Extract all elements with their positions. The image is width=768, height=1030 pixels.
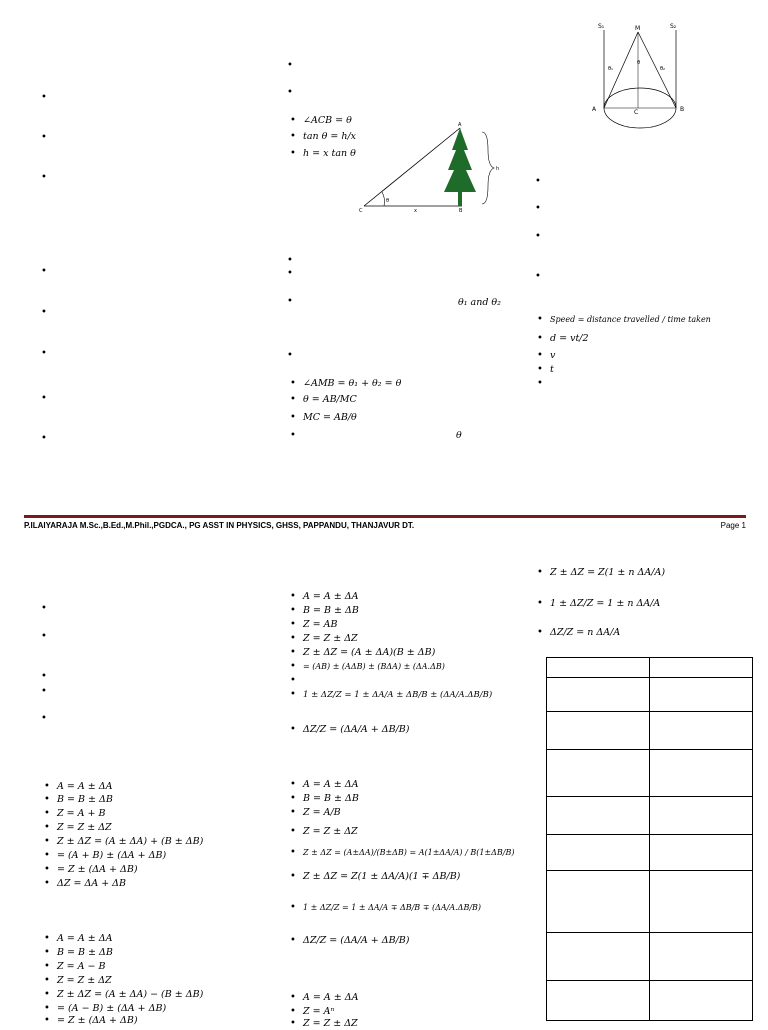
footer-rule: [24, 515, 746, 518]
sum-line: • = (A + B) ± (ΔA + ΔB): [57, 850, 166, 862]
product-line: • 1 ± ΔZ/Z = 1 ± ΔA/A ± ΔB/B ± (ΔA/A.ΔB/B): [303, 689, 492, 701]
tree-triangle-figure: [356, 120, 506, 216]
label-x: x: [414, 208, 417, 214]
difference-line: • = (A − B) ± (ΔA + ΔB): [57, 1003, 166, 1015]
label-c: C: [359, 208, 363, 214]
difference-line: • = Z ± (ΔA + ΔB): [57, 1015, 138, 1027]
power-line-1: • Z ± ΔZ = Z(1 ± n ΔA/A): [550, 567, 665, 579]
quotient-line: • Z ± ΔZ = Z(1 ± ΔA/A)(1 ∓ ΔB/B): [303, 871, 460, 883]
svg-text:S₂: S₂: [670, 23, 677, 30]
triangle-line-1: • ∠ACB = θ: [303, 115, 352, 127]
power-start-line: • Z = Aⁿ: [303, 1006, 334, 1018]
parallax-figure: [590, 20, 690, 135]
difference-line: • A = A ± ΔA: [57, 933, 112, 945]
svg-text:M: M: [635, 25, 641, 32]
parallax-line-1: • ∠AMB = θ₁ + θ₂ = θ: [303, 378, 401, 390]
sum-line: • ΔZ = ΔA + ΔB: [57, 878, 126, 890]
svg-text:θ: θ: [637, 60, 641, 66]
sum-line: • A = A ± ΔA: [57, 781, 112, 793]
parallax-line-3: • MC = AB/θ: [303, 412, 357, 424]
quotient-line: • B = B ± ΔB: [303, 793, 359, 805]
product-line: • ΔZ/Z = (ΔA/A + ΔB/B): [303, 724, 409, 736]
sum-line: • = Z ± (ΔA + ΔB): [57, 864, 138, 876]
svg-text:B: B: [680, 106, 685, 113]
label-b: B: [459, 208, 463, 214]
quotient-line: • Z ± ΔZ = (A±ΔA)/(B±ΔB) = A(1±ΔA/A) / B(1±ΔB/B): [303, 847, 514, 859]
power-start-line: • Z = Z ± ΔZ: [303, 1018, 358, 1030]
svg-text:θ₁: θ₁: [608, 66, 614, 72]
difference-line: • Z = A − B: [57, 961, 105, 973]
speed-line-1: • Speed = distance travelled / time taken: [550, 314, 711, 326]
sum-line: • Z = Z ± ΔZ: [57, 822, 112, 834]
quotient-line: • 1 ± ΔZ/Z = 1 ± ΔA/A ∓ ΔB/B ∓ (ΔA/A.ΔB/B): [303, 902, 481, 914]
sum-line: • B = B ± ΔB: [57, 794, 113, 806]
product-line: • Z = AB: [303, 619, 337, 631]
footer-page-number: Page 1: [720, 521, 746, 530]
label-h: h: [496, 166, 500, 172]
parallax-line-2: • θ = AB/MC: [303, 394, 357, 406]
label-theta: θ: [386, 198, 390, 204]
speed-line-4: • t: [550, 364, 554, 376]
svg-text:θ₂: θ₂: [660, 66, 666, 72]
speed-line-3: • v: [550, 350, 555, 362]
difference-line: • Z ± ΔZ = (A ± ΔA) − (B ± ΔB): [57, 989, 203, 1001]
sum-line: • Z = A + B: [57, 808, 105, 820]
theta-note: θ₁ and θ₂: [458, 297, 501, 308]
product-line: • A = A ± ΔA: [303, 591, 358, 603]
power-line-2: • 1 ± ΔZ/Z = 1 ± n ΔA/A: [550, 598, 660, 610]
difference-line: • B = B ± ΔB: [57, 947, 113, 959]
product-line: • Z = Z ± ΔZ: [303, 633, 358, 645]
product-line: • B = B ± ΔB: [303, 605, 359, 617]
product-line: • = (AB) ± (AΔB) ± (BΔA) ± (ΔA.ΔB): [303, 661, 445, 673]
theta-end: θ: [456, 430, 462, 441]
product-line: • Z ± ΔZ = (A ± ΔA)(B ± ΔB): [303, 647, 435, 659]
power-line-3: • ΔZ/Z = n ΔA/A: [550, 627, 620, 639]
quotient-line: • Z = Z ± ΔZ: [303, 826, 358, 838]
power-start-line: • A = A ± ΔA: [303, 992, 358, 1004]
error-table: [546, 657, 753, 1021]
quotient-line: • A = A ± ΔA: [303, 779, 358, 791]
triangle-line-2: • tan θ = h/x: [303, 131, 356, 143]
svg-text:C: C: [634, 109, 639, 116]
svg-text:A: A: [592, 106, 597, 113]
quotient-line: • Z = A/B: [303, 807, 341, 819]
footer-author: P.ILAIYARAJA M.Sc.,B.Ed.,M.Phil.,PGDCA., PG ASST IN PHYSICS, GHSS, PAPPANDU, THANJAVUR DT.: [24, 521, 415, 530]
quotient-line: • ΔZ/Z = (ΔA/A + ΔB/B): [303, 935, 409, 947]
triangle-line-3: • h = x tan θ: [303, 148, 356, 160]
label-a: A: [458, 122, 462, 128]
speed-line-2: • d = vt/2: [550, 333, 589, 345]
difference-line: • Z = Z ± ΔZ: [57, 975, 112, 987]
svg-text:S₁: S₁: [598, 23, 605, 30]
tree-icon: [444, 128, 476, 206]
sum-line: • Z ± ΔZ = (A ± ΔA) + (B ± ΔB): [57, 836, 203, 848]
